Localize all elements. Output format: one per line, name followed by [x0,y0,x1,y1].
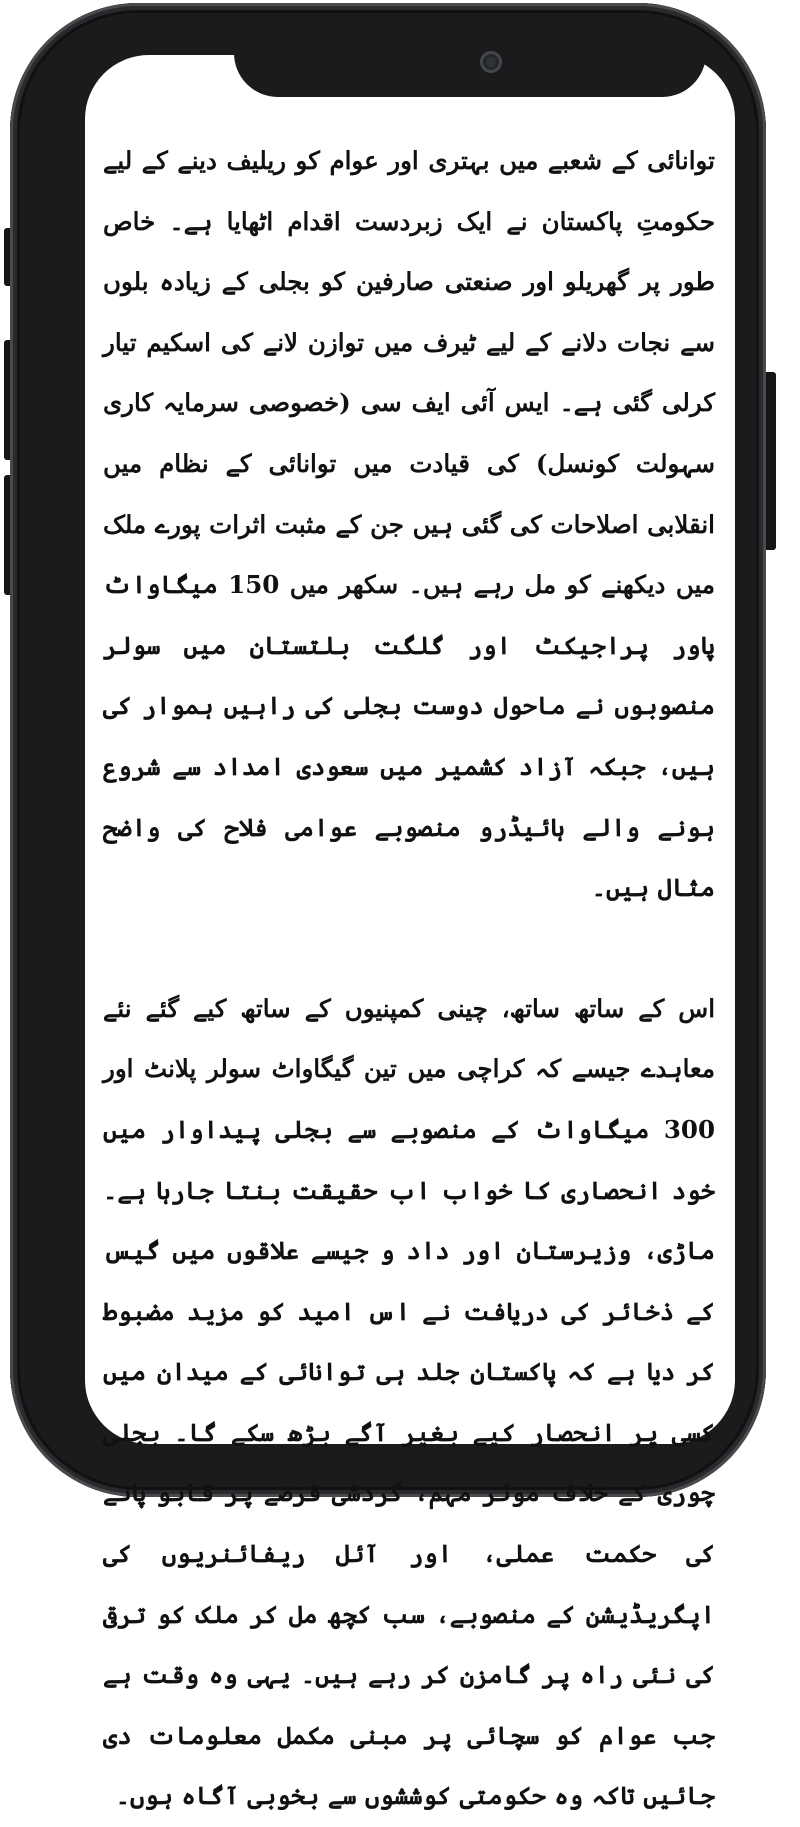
phone-frame [10,3,766,1811]
phone-screen [85,55,735,1811]
paragraph-energy-reforms: توانائی کے شعبے میں بہتری اور عوام کو ریلیف دینے کے لیے حکومتِ پاکستان نے ایک زبردست اقدام اٹھایا ہے۔ خاص طور پر گھریلو اور صنعتی صارفین کو بجلی کے زیادہ بلوں سے نجات دلانے کے لیے ٹیرف میں توازن لانے کی اسکیم تیار کرلی گئی ہے۔ ایس آئی ایف سی (خصوصی سرمایہ کاری سہولت کونسل) کی قیادت میں توانائی کے نظام میں انقلابی اصلاحات کی گئی ہیں جن کے مثبت اثرات پورے ملک میں دیکھنے کو مل رہے ہیں۔ سکھر میں 150 میگاواٹ پاور پراجیکٹ اور گلگت بلتستان میں سولر منصوبوں نے ماحول دوست بجلی کی راہیں ہموار کی ہیں، جبکہ آزاد کشمیر میں سعودی امداد سے شروع ہونے والے ہائیڈرو منصوبے عوامی فلاح کی واضح مثال ہیں۔ [103,146,715,903]
notch [234,41,706,97]
front-camera-icon [480,51,502,73]
article-body [103,131,715,1827]
paragraph-energy-self-reliance: اس کے ساتھ ساتھ، چینی کمپنیوں کے ساتھ کیے گئے نئے معاہدے جیسے کہ کراچی میں تین گیگاواٹ سولر پلانٹ اور 300 میگاواٹ کے منصوبے سے بجلی پیداوار میں خود انحصاری کا خواب اب حقیقت بنتا جارہا ہے۔ ماڑی، وزیرستان اور داد و جیسے علاقوں میں گیس کے ذخائر کی دریافت نے اس امید کو مزید مضبوط کر دیا ہے کہ پاکستان جلد ہی توانائی کے میدان میں کسی پر انحصار کیے بغیر آگے بڑھ سکے گا۔ بجلی چوری کے خلاف موثر مہم، گردشی قرضے پر قابو پانے کی حکمت عملی، اور آئل ریفائنریوں کی اپگریڈیشن کے منصوبے، سب کچھ مل کر ملک کو ترقی کی نئی راہ پر گامزن کر رہے ہیں۔ یہی وہ وقت ہے جب عوام کو سچائی پر مبنی مکمل معلومات دی جائیں تاکہ وہ حکومتی کوششوں سے بخوبی آگاہ ہوں۔ [103,993,715,1811]
